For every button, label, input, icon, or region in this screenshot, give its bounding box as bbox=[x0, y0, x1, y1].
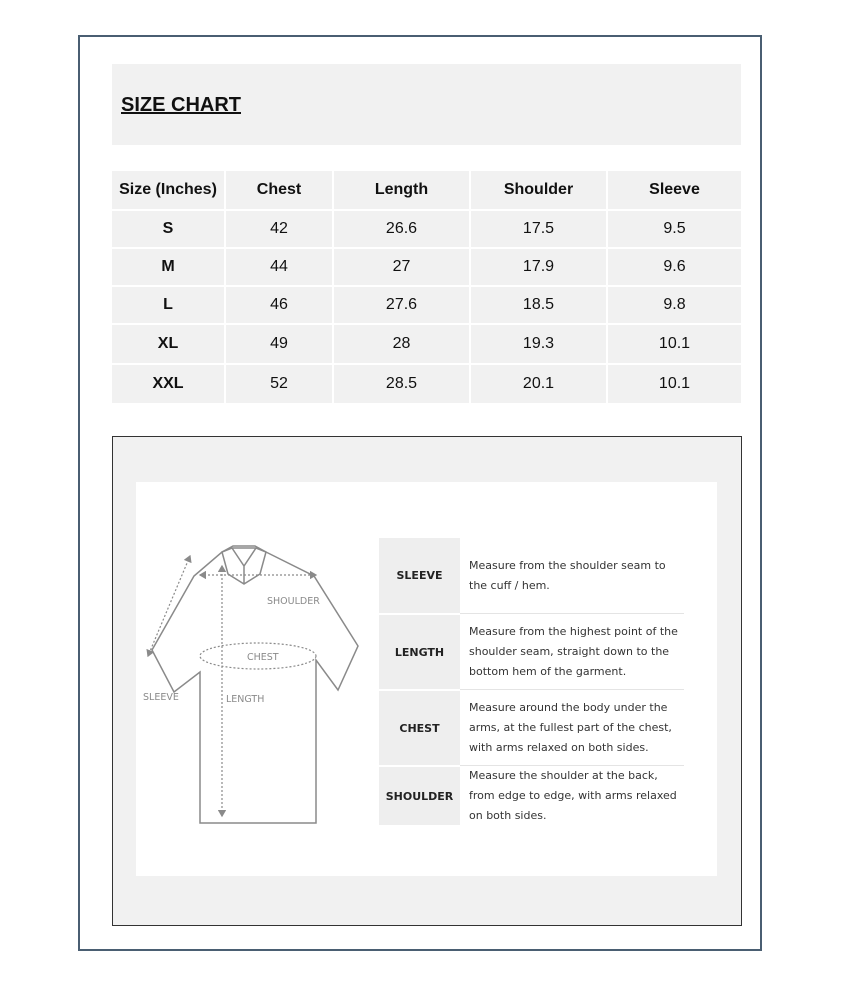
shoulder-cell: 20.1 bbox=[471, 365, 608, 403]
sleeve-cell: 9.5 bbox=[608, 211, 741, 249]
measurement-description: Measure around the body under the arms, at the fullest part of the chest, with arms relaxed on both sides. bbox=[469, 700, 672, 754]
sleeve-cell: 9.6 bbox=[608, 249, 741, 287]
measurement-label: LENGTH bbox=[379, 613, 460, 689]
header-shoulder: Shoulder bbox=[471, 171, 608, 211]
length-cell: 28 bbox=[334, 325, 471, 365]
sleeve-diagram-label: SLEEVE bbox=[143, 692, 179, 703]
page-title: SIZE CHART bbox=[121, 94, 241, 116]
measurement-table bbox=[379, 538, 684, 825]
size-cell: XXL bbox=[112, 365, 226, 403]
title-band bbox=[112, 64, 741, 145]
measurement-row-length bbox=[379, 613, 684, 689]
chest-cell: 42 bbox=[226, 211, 334, 249]
header-sleeve: Sleeve bbox=[608, 171, 741, 211]
shirt-outline bbox=[152, 548, 358, 823]
header-chest: Chest bbox=[226, 171, 334, 211]
measurement-label: SLEEVE bbox=[379, 538, 460, 613]
measurement-description: Measure from the highest point of the shoulder seam, straight down to the bottom hem of the garment. bbox=[469, 624, 678, 678]
shoulder-diagram-label: SHOULDER bbox=[267, 596, 320, 607]
table-header-row bbox=[112, 171, 741, 211]
size-cell: L bbox=[112, 287, 226, 325]
length-cell: 26.6 bbox=[334, 211, 471, 249]
measurement-row-chest bbox=[379, 689, 684, 765]
measurement-guide bbox=[112, 436, 742, 926]
sleeve-arrow bbox=[148, 556, 190, 656]
table-row bbox=[112, 211, 741, 249]
table-row bbox=[112, 365, 741, 403]
measurement-description: Measure from the shoulder seam to the cuff / hem. bbox=[469, 558, 666, 592]
chest-cell: 46 bbox=[226, 287, 334, 325]
measurement-description-cell bbox=[460, 538, 684, 613]
length-cell: 27 bbox=[334, 249, 471, 287]
measurement-description-cell bbox=[460, 613, 684, 689]
shoulder-cell: 19.3 bbox=[471, 325, 608, 365]
collar-outline bbox=[222, 546, 266, 584]
shirt-diagram bbox=[136, 482, 376, 876]
measurement-description-cell bbox=[460, 765, 684, 825]
sleeve-cell: 9.8 bbox=[608, 287, 741, 325]
measurement-row-shoulder bbox=[379, 765, 684, 825]
measurement-description: Measure the shoulder at the back, from edge to edge, with arms relaxed on both sides. bbox=[469, 768, 677, 822]
length-diagram-label: LENGTH bbox=[226, 694, 265, 705]
size-cell: XL bbox=[112, 325, 226, 365]
chest-diagram-label: CHEST bbox=[247, 652, 279, 663]
measurement-description-cell bbox=[460, 689, 684, 765]
shoulder-cell: 17.5 bbox=[471, 211, 608, 249]
shoulder-cell: 18.5 bbox=[471, 287, 608, 325]
sleeve-cell: 10.1 bbox=[608, 365, 741, 403]
measurement-guide-card bbox=[136, 482, 717, 876]
shoulder-cell: 17.9 bbox=[471, 249, 608, 287]
header-size: Size (Inches) bbox=[112, 171, 226, 211]
table-row bbox=[112, 325, 741, 365]
chest-cell: 52 bbox=[226, 365, 334, 403]
chest-cell: 44 bbox=[226, 249, 334, 287]
measurement-label: CHEST bbox=[379, 689, 460, 765]
size-cell: M bbox=[112, 249, 226, 287]
measurement-label: SHOULDER bbox=[379, 765, 460, 825]
chest-cell: 49 bbox=[226, 325, 334, 365]
sleeve-cell: 10.1 bbox=[608, 325, 741, 365]
table-row bbox=[112, 249, 741, 287]
length-cell: 28.5 bbox=[334, 365, 471, 403]
length-cell: 27.6 bbox=[334, 287, 471, 325]
header-length: Length bbox=[334, 171, 471, 211]
measurement-row-sleeve bbox=[379, 538, 684, 613]
size-table bbox=[112, 171, 741, 403]
size-cell: S bbox=[112, 211, 226, 249]
table-row bbox=[112, 287, 741, 325]
